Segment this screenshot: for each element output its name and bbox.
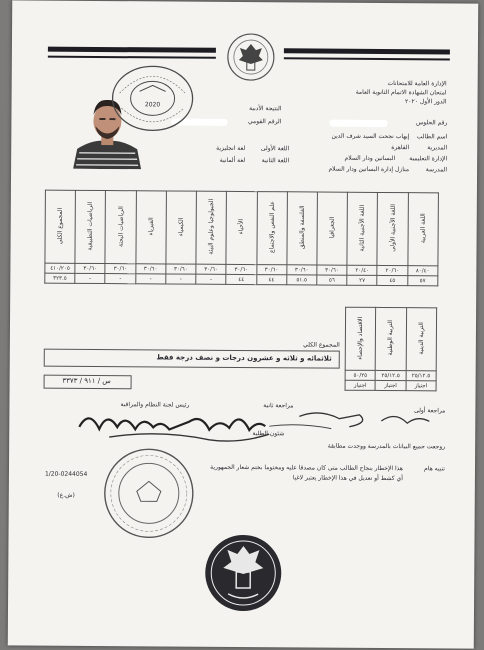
subject-second-lang: اللغة الأجنبية الثانية bbox=[347, 192, 378, 265]
national-id-label: الرقم القومي bbox=[247, 118, 282, 126]
subject-applied-math: الرياضيات التطبيقية bbox=[75, 190, 106, 263]
max-cell: ٣٠/٦٠ bbox=[256, 265, 286, 275]
max-cell: ٣٠/٦٠ bbox=[166, 264, 196, 274]
header-thinbar-left bbox=[48, 56, 216, 59]
max-cell: ٣٠/٦٠ bbox=[317, 265, 347, 275]
extra-score: ٢٥/١٢.٥ bbox=[406, 371, 436, 381]
stamp-label: (ش.ع) bbox=[57, 491, 75, 499]
second-lang-label: اللغة الثانية bbox=[261, 157, 290, 165]
max-cell: ٢٠/٤٠ bbox=[347, 265, 377, 275]
score-cell: - bbox=[135, 274, 165, 284]
subject-philosophy: الفلسفة والمنطق bbox=[287, 192, 318, 265]
score-cell: ٥١.٥ bbox=[287, 275, 317, 285]
student-name-label: اسم الطالب bbox=[416, 133, 448, 141]
student-name-value: إيهاب نجحت السيد شرف الدين bbox=[331, 132, 410, 141]
ministry-emblem bbox=[224, 32, 278, 82]
seat-number-redacted bbox=[329, 120, 387, 127]
school-seal bbox=[109, 63, 195, 134]
max-cell: ٨٠/٤٠ bbox=[407, 266, 437, 276]
school-label: المدرسة bbox=[425, 166, 448, 174]
first-lang-value: لغة انجليزية bbox=[216, 144, 246, 153]
extra-subject: التربية الوطنية bbox=[376, 307, 407, 370]
grades-table bbox=[44, 190, 439, 287]
subject-arabic: اللغة العربية bbox=[408, 193, 439, 266]
extra-scores-row bbox=[345, 370, 436, 381]
subject-biology: الأحياء bbox=[226, 191, 257, 264]
extra-score: ٢٥/١٢.٥ bbox=[375, 370, 405, 380]
score-cell: ٢٧ bbox=[347, 275, 377, 285]
round-stamp bbox=[100, 445, 197, 542]
review-first-label: مراجعة أولى bbox=[414, 407, 446, 415]
committee-head-label: رئيس لجنة النظام والمراقبة bbox=[120, 401, 190, 409]
subject-psychology: علم النفس والاجتماع bbox=[256, 192, 287, 265]
subjects-header-row bbox=[45, 190, 439, 266]
extra-status: اجتياز bbox=[406, 381, 436, 391]
subject-geology: الجيولوجيا وعلوم البيئة bbox=[196, 191, 227, 264]
seat-label: رقم الجلوس bbox=[415, 119, 448, 127]
score-cell: ٥٦ bbox=[317, 275, 347, 285]
result-label: النتيجة الأدبية bbox=[249, 105, 282, 113]
exam-session: الدور الأول ٢٠٢٠ bbox=[405, 98, 447, 106]
extra-subject: الاقتصاد والإحصاء bbox=[345, 307, 376, 370]
header-bar-left bbox=[48, 47, 216, 53]
max-cell: ٣٠/٦٠ bbox=[136, 264, 166, 274]
max-cell: ٤١٠/٢٠٥ bbox=[45, 263, 75, 273]
score-cell: - bbox=[105, 274, 135, 284]
note-line-2: أي كشط أو تعديل في هذا الإخطار يعتبر لاغيا bbox=[292, 474, 403, 483]
score-cell: ٤٥ bbox=[377, 275, 407, 285]
score-cell: ٣٢٣.٥ bbox=[45, 273, 75, 283]
certificate-sheet bbox=[8, 0, 478, 648]
edu-admin-value: البساتين ودار السلام bbox=[344, 154, 396, 163]
note-label: تنبيه هام bbox=[424, 465, 446, 473]
max-cell: ٣٠/٦٠ bbox=[226, 264, 256, 274]
exam-name: امتحان الشهادة الاتمام الثانوية العامة bbox=[355, 88, 447, 97]
score-cell: ٤٤ bbox=[226, 274, 256, 284]
header-thinbar-right bbox=[284, 57, 450, 60]
score-cell: - bbox=[75, 273, 105, 283]
note-line-1: هذا الإخطار بنجاح الطالب متى كان مصدقا عليه ومختوما بختم شعار الجمهورية bbox=[210, 463, 404, 473]
subject-chemistry: الكيمياء bbox=[166, 191, 197, 264]
score-cell: ٥٧ bbox=[407, 276, 437, 286]
score-cell: - bbox=[166, 274, 196, 284]
max-cell: ٣٠/٦٠ bbox=[196, 264, 226, 274]
first-lang-label: اللغة الأولى bbox=[260, 145, 290, 153]
seal-year: 2020 bbox=[144, 101, 161, 109]
subject-first-lang: اللغة الأجنبية الأولى bbox=[377, 192, 408, 265]
max-cell: ٣٠/٦٠ bbox=[75, 263, 105, 273]
score-cell: ٤٤ bbox=[256, 275, 286, 285]
total-in-words: ثلاثمائه و ثلاثه و عشرون درجات و نصف درجة فقط bbox=[156, 353, 332, 363]
document-code: 1/20-0244054 bbox=[44, 470, 88, 478]
extra-subjects-header bbox=[345, 307, 436, 371]
max-cell: ٣٠/٦٠ bbox=[287, 265, 317, 275]
student-affairs-label: شئون الطلبة bbox=[252, 430, 285, 438]
extra-status: اجتياز bbox=[375, 380, 405, 390]
second-lang-value: لغة ألمانية bbox=[219, 156, 246, 165]
republic-eagle-emblem bbox=[198, 530, 289, 617]
serial-number: س / ٩١١ / ٣٣٧٣ bbox=[62, 376, 111, 386]
edu-admin-label: الإدارة التعليمية bbox=[409, 155, 448, 163]
max-cell: ٣٠/٦٠ bbox=[105, 264, 135, 274]
directorate-value: القاهرة bbox=[391, 144, 410, 152]
ministry-title: الإدارة العامة للامتحانات bbox=[387, 80, 447, 88]
extra-score: ٥٠/٢٥ bbox=[345, 370, 375, 380]
extra-subject: التربية الدينية bbox=[406, 308, 437, 371]
extra-status: اجتياز bbox=[345, 380, 375, 390]
subject-pure-math: الرياضيات البحتة bbox=[105, 191, 136, 264]
school-value: منازل إدارة البساتين ودار السلام bbox=[328, 165, 410, 174]
score-cell: - bbox=[196, 274, 226, 284]
review-second-label: مراجعة ثانية bbox=[263, 402, 294, 410]
verified-note: روجعت جميع البيانات بالمدرسة ووجدت مطابقة bbox=[327, 442, 446, 451]
subject-geography: الجغرافيا bbox=[317, 192, 348, 265]
subject-total: المجموع الكلي bbox=[45, 190, 76, 263]
subject-physics: الفيزياء bbox=[136, 191, 167, 264]
score-row bbox=[45, 273, 438, 286]
extra-status-row bbox=[345, 380, 436, 391]
directorate-label: المديرية bbox=[427, 144, 448, 152]
max-cell: ٢٠/٦٠ bbox=[377, 265, 407, 275]
handwritten-signatures bbox=[69, 399, 449, 452]
header-bar-right bbox=[284, 48, 450, 54]
total-label: المجموع الكلي bbox=[303, 341, 340, 349]
extra-subjects-table bbox=[345, 307, 438, 392]
